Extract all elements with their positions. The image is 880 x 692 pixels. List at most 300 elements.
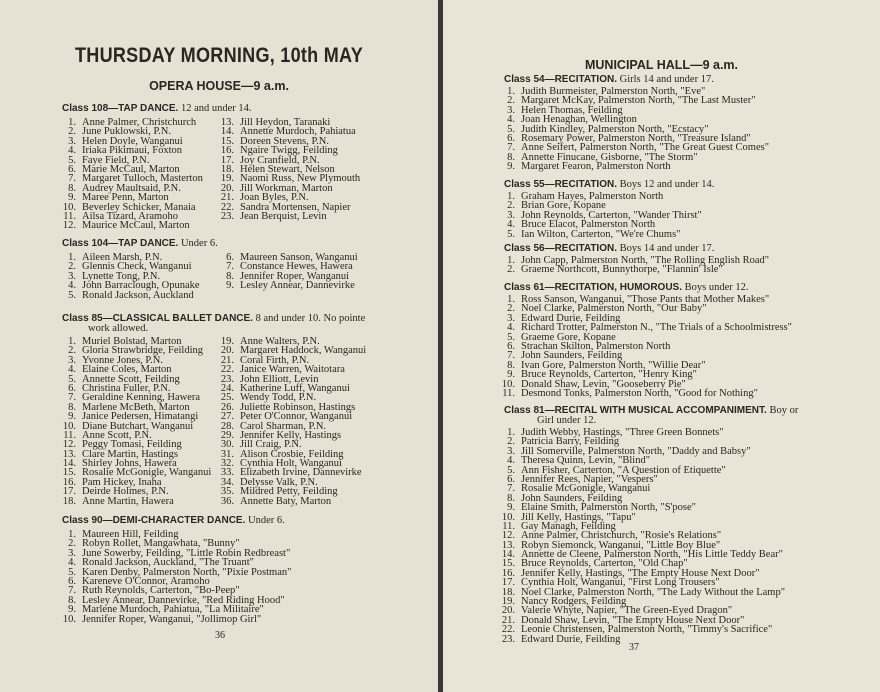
- entry-text: John Reynolds, Carterton, "Wander Thirst": [521, 209, 702, 221]
- page-number: 36: [215, 630, 225, 641]
- entry-text: Gloria Strawbridge, Feilding: [82, 345, 204, 357]
- entry-text: Maurice McCaul, Marton: [82, 220, 190, 232]
- entry-number: 16.: [62, 476, 76, 488]
- entry-text: Jill Craig, P.N.: [240, 439, 302, 451]
- entry-text: Bruce Reynolds, Carterton, "Henry King": [521, 369, 697, 381]
- entry-text: Margaret Haddock, Wanganui: [240, 345, 367, 357]
- entry-text: Helen Doyle, Wanganui: [82, 135, 183, 147]
- entry-number: 7.: [68, 173, 76, 185]
- entry-number: 8.: [68, 594, 76, 606]
- entry-list: [501, 428, 785, 644]
- entry-text: Aileen Marsh, P.N.: [82, 252, 163, 263]
- entry-text: Deirde Holmes, P.N.: [82, 486, 169, 498]
- entry-text: Marlene McBeth, Marton: [82, 401, 190, 413]
- class-desc: Boy or: [769, 405, 799, 416]
- entry-text: Jennifer Roper, Wanganui, "Jollimop Girl": [82, 613, 262, 625]
- entry-number: 21.: [220, 192, 234, 204]
- entry-text: Delysse Valk, P.N.: [240, 476, 318, 488]
- entry-number: 14.: [220, 126, 234, 138]
- entry-number: 20.: [220, 345, 234, 357]
- entry-number: 18.: [62, 495, 76, 507]
- entry-number: 8.: [507, 151, 515, 163]
- entry-text: Ivan Gore, Palmerston North, "Willie Dear": [521, 359, 706, 371]
- entry-text: Margaret McKay, Palmerston North, "The Last Muster": [521, 95, 756, 107]
- entry-text: Juliette Robinson, Hastings: [240, 401, 356, 413]
- entry-text: Bruce Reynolds, Carterton, "Old Chap": [521, 558, 688, 570]
- entry-text: Joan Henaghan, Wellington: [521, 114, 637, 126]
- entry-list: [62, 118, 203, 231]
- class-desc: Boys 14 and under 17.: [619, 243, 715, 254]
- entry-text: Audrey Maultsaid, P.N.: [82, 182, 181, 194]
- entry-number: 7.: [507, 142, 515, 154]
- entry-text: Ruth Reynolds, Carterton, "Bo-Peep": [82, 585, 240, 597]
- entry-text: Bruce Elacot, Palmerston North: [521, 219, 656, 231]
- entry-number: 4.: [68, 364, 76, 376]
- entry-number: 9.: [507, 502, 515, 514]
- entry-number: 12.: [501, 530, 515, 542]
- entry-list: [220, 118, 360, 221]
- entry-number: 2.: [68, 345, 76, 357]
- entry-number: 9.: [226, 280, 234, 292]
- entry-number: 3.: [68, 270, 76, 282]
- entry-text: Ngaire Twigg, Feilding: [240, 145, 338, 157]
- entry-text: Jennifer Roper, Wanganui: [240, 270, 350, 282]
- entry-number: 3.: [68, 354, 76, 366]
- entry-number: 26.: [220, 401, 234, 413]
- entry-number: 1.: [507, 255, 515, 266]
- entry-number: 5.: [507, 464, 515, 476]
- class-desc: 8 and under 10.: [255, 313, 321, 324]
- entry-number: 20.: [220, 182, 234, 194]
- entry-item: [501, 635, 785, 644]
- entry-number: 22.: [220, 201, 234, 213]
- entry-text: June Puklowski, P.N.: [82, 126, 171, 138]
- entry-number: 2.: [68, 261, 76, 273]
- class-label: Class 61—RECITATION, HUMOROUS.: [504, 282, 682, 293]
- entry-text: Rosemary Power, Palmerston North, "Treasure Island": [521, 132, 751, 144]
- entry-text: Anne Palmer, Christchurch, "Rosie's Relations": [521, 530, 722, 542]
- entry-text: Maureen Hill, Feilding: [82, 529, 179, 540]
- entry-number: 10.: [501, 511, 515, 523]
- class-heading: [504, 243, 714, 254]
- entry-number: 4.: [507, 219, 515, 231]
- entry-text: Constance Hewes, Hawera: [240, 261, 353, 273]
- entry-text: Annette de Cleene, Palmerston North, "His Little Teddy Bear": [521, 549, 783, 561]
- entry-text: Pam Hickey, Inaha: [82, 476, 162, 488]
- entry-number: 19.: [501, 596, 515, 608]
- entry-text: Ian Wilton, Carterton, "We're Chums": [521, 228, 681, 240]
- entry-number: 21.: [501, 614, 515, 626]
- entry-number: 5.: [68, 289, 76, 301]
- entry-number: 2.: [507, 264, 515, 276]
- entry-number: 1.: [507, 86, 515, 97]
- entry-number: 16.: [220, 145, 234, 157]
- entry-number: 7.: [226, 261, 234, 273]
- entry-item: [220, 281, 358, 290]
- entry-number: 27.: [220, 411, 234, 423]
- entry-item: [501, 265, 769, 274]
- entry-number: 1.: [507, 294, 515, 305]
- entry-text: Geraldine Kenning, Hawera: [82, 392, 201, 404]
- entry-item: [220, 212, 360, 221]
- entry-text: Lesley Annear, Dannevirke: [240, 280, 355, 292]
- entry-number: 10.: [62, 201, 76, 213]
- entry-text: Anne Palmer, Christchurch: [82, 117, 197, 128]
- entry-text: Margaret Tulloch, Masterton: [82, 173, 203, 185]
- entry-number: 5.: [507, 228, 515, 240]
- entry-text: Jean Berquist, Levin: [240, 210, 327, 222]
- entry-number: 9.: [507, 369, 515, 381]
- entry-number: 7.: [68, 585, 76, 597]
- entry-text: Jill Kelly, Hastings, "Tapu": [521, 511, 636, 523]
- entry-list: [220, 337, 366, 506]
- entry-list: [62, 530, 291, 624]
- entry-text: Coral Firth, P.N.: [240, 354, 310, 366]
- entry-number: 18.: [501, 586, 515, 598]
- entry-number: 33.: [220, 467, 234, 479]
- class-heading: [504, 74, 714, 85]
- entry-text: Strachan Skilton, Palmerston North: [521, 340, 671, 352]
- entry-number: 5.: [68, 373, 76, 385]
- entry-number: 17.: [220, 154, 234, 166]
- entry-number: 19.: [220, 173, 234, 185]
- entry-list: [220, 253, 358, 291]
- entry-number: 6.: [507, 340, 515, 352]
- venue-heading: MUNICIPAL HALL—9 a.m.: [584, 58, 739, 72]
- right-page: [443, 0, 880, 692]
- entry-number: 8.: [507, 359, 515, 371]
- class-desc: Boys 12 and under 14.: [619, 179, 715, 190]
- entry-text: Beverley Schicker, Manaia: [82, 201, 196, 213]
- entry-text: Lynette Tong, P.N.: [82, 270, 161, 282]
- entry-number: 11.: [63, 429, 76, 441]
- entry-text: Elaine Coles, Marton: [82, 364, 172, 376]
- entry-text: John Elliott, Levin: [240, 373, 319, 385]
- entry-number: 2.: [507, 436, 515, 448]
- entry-number: 1.: [68, 117, 76, 128]
- page-title: THURSDAY MORNING, 10th MAY: [74, 44, 364, 67]
- entry-number: 3.: [68, 135, 76, 147]
- entry-text: Jennifer Kelly, Hastings, "The Empty House Next Door": [521, 567, 760, 579]
- entry-text: Marie McCaul, Marton: [82, 163, 180, 175]
- class-desc: Under 6.: [180, 238, 218, 249]
- entry-text: Alison Crosbie, Feilding: [240, 448, 344, 460]
- class-label: Class 81—RECITAL WITH MUSICAL ACCOMPANIMENT.: [504, 405, 767, 416]
- entry-text: Katherine Luff, Wanganui: [240, 382, 350, 394]
- entry-text: Glennis Check, Wanganui: [82, 261, 192, 273]
- entry-number: 5.: [68, 566, 76, 578]
- entry-text: Judith Kindley, Palmerston North, "Ecstacy": [521, 123, 709, 135]
- class-desc: Under 6.: [247, 515, 285, 526]
- entry-text: Noel Clarke, Palmerston North, "The Lady Without the Lamp": [521, 586, 785, 598]
- entry-number: 16.: [501, 567, 515, 579]
- entry-list: [62, 337, 211, 506]
- entry-list: [501, 256, 769, 275]
- entry-text: Margaret Fearon, Palmerston North: [521, 161, 671, 173]
- entry-number: 32.: [220, 458, 234, 470]
- entry-number: 5.: [507, 331, 515, 343]
- class-label: Class 54—RECITATION.: [504, 74, 617, 85]
- entry-number: 6.: [226, 252, 234, 263]
- entry-number: 21.: [220, 354, 234, 366]
- entry-number: 6.: [68, 575, 76, 587]
- entry-number: 34.: [220, 476, 234, 488]
- entry-text: Judith Burmeister, Palmerston North, "Eve": [521, 86, 706, 97]
- entry-text: Donald Shaw, Levin, "The Empty House Next Door": [521, 614, 745, 626]
- entry-text: Ronald Jackson, Auckland, "The Truant": [82, 557, 254, 569]
- entry-list: [501, 192, 702, 239]
- entry-number: 6.: [68, 163, 76, 175]
- entry-number: 6.: [68, 382, 76, 394]
- entry-text: Muriel Bolstad, Marton: [82, 336, 182, 347]
- entry-number: 22.: [220, 364, 234, 376]
- entry-text: Janice Pedersen, Himatangi: [82, 411, 199, 423]
- class-label: Class 104—TAP DANCE.: [62, 238, 179, 249]
- entry-number: 3.: [68, 547, 76, 559]
- entry-number: 8.: [507, 492, 515, 504]
- entry-number: 24.: [220, 382, 234, 394]
- entry-number: 35.: [220, 486, 234, 498]
- entry-number: 6.: [507, 132, 515, 144]
- entry-number: 5.: [507, 123, 515, 135]
- class-desc: 12 and under 14.: [180, 103, 252, 114]
- entry-text: Cynthia Holt, Wanganui: [240, 458, 342, 470]
- entry-text: John Barraclough, Opunake: [82, 280, 200, 292]
- entry-text: Nancy Rodgers, Feilding: [521, 596, 627, 608]
- entry-list: [501, 295, 792, 398]
- entry-text: Elaine Smith, Palmerston North, "S'pose": [521, 502, 696, 514]
- entry-text: Theresa Quinn, Levin, "Blind": [521, 455, 651, 467]
- entry-text: Jill Heydon, Taranaki: [240, 117, 331, 128]
- entry-item: [501, 162, 769, 171]
- entry-number: 12.: [62, 220, 76, 232]
- entry-text: Jennifer Rees, Napier, "Vespers": [521, 473, 658, 485]
- entry-text: Ailsa Tizard, Aramoho: [82, 210, 178, 222]
- entry-number: 4.: [507, 455, 515, 467]
- entry-text: Edward Durie, Feilding: [521, 633, 621, 645]
- entry-number: 31.: [220, 448, 234, 460]
- entry-text: Christina Fuller, P.N.: [82, 382, 171, 394]
- class-heading: [504, 282, 749, 293]
- venue-heading: OPERA HOUSE—9 a.m.: [149, 79, 289, 93]
- entry-text: Judith Webby, Hastings, "Three Green Bonnets": [521, 427, 724, 438]
- entry-text: Annette Baty, Marton: [240, 495, 332, 507]
- class-heading: [62, 238, 218, 249]
- entry-number: 36.: [220, 495, 234, 507]
- class-label: Class 56—RECITATION.: [504, 243, 617, 254]
- entry-number: 3.: [507, 445, 515, 457]
- entry-number: 9.: [68, 411, 76, 423]
- entry-number: 25.: [220, 392, 234, 404]
- entry-number: 8.: [226, 270, 234, 282]
- entry-text: Robyn Rollet, Mangawhata, "Bunny": [82, 538, 240, 550]
- left-page: [0, 0, 438, 692]
- entry-text: Helen Thomas, Feilding: [521, 104, 623, 116]
- entry-number: 10.: [62, 613, 76, 625]
- entry-number: 23.: [501, 633, 515, 645]
- entry-number: 3.: [507, 104, 515, 116]
- entry-number: 12.: [62, 439, 76, 451]
- entry-text: Rosalie McGonigle, Wanganui: [521, 483, 651, 495]
- entry-text: Kareneve O'Connor, Aramoho: [82, 575, 210, 587]
- entry-number: 1.: [68, 336, 76, 347]
- entry-text: Elizabeth Irvine, Dannevirke: [240, 467, 362, 479]
- entry-number: 5.: [68, 154, 76, 166]
- entry-text: Annette Murdoch, Pahiatua: [240, 126, 356, 138]
- entry-text: Patricia Barry, Feilding: [521, 436, 620, 448]
- entry-number: 17.: [501, 577, 515, 589]
- entry-number: 2.: [507, 95, 515, 107]
- entry-number: 10.: [62, 420, 76, 432]
- entry-number: 6.: [507, 473, 515, 485]
- entry-text: Clare Martin, Hastings: [82, 448, 178, 460]
- entry-text: Rosalie McGonigle, Wanganui: [82, 467, 212, 479]
- entry-text: Karen Denby, Palmerston North, "Pixie Postman": [82, 566, 292, 578]
- entry-item: [62, 221, 203, 230]
- class-desc: Girls 14 and under 17.: [619, 74, 714, 85]
- entry-number: 7.: [507, 483, 515, 495]
- entry-number: 2.: [68, 126, 76, 138]
- entry-text: Desmond Tonks, Palmerston North, "Good for Nothing": [521, 387, 758, 399]
- entry-number: 13.: [501, 539, 515, 551]
- entry-text: Carol Sharman, P.N.: [240, 420, 327, 432]
- entry-number: 14.: [62, 458, 76, 470]
- entry-number: 11.: [63, 210, 76, 222]
- entry-text: Leonie Christensen, Palmerston North, "Timmy's Sacrifice": [521, 624, 773, 636]
- entry-text: Maree Penn, Marton: [82, 192, 169, 204]
- entry-number: 2.: [507, 200, 515, 212]
- entry-text: Joan Byles, P.N.: [240, 192, 309, 204]
- entry-text: Robyn Siemonck, Wanganui, "Little Boy Blue": [521, 539, 721, 551]
- class-label: Class 85—CLASSICAL BALLET DANCE.: [62, 313, 253, 324]
- entry-text: Anne Seifert, Palmerston North, "The Great Guest Comes": [521, 142, 769, 154]
- entry-number: 13.: [62, 448, 76, 460]
- entry-number: 22.: [501, 624, 515, 636]
- entry-text: Annette Scott, Feilding: [82, 373, 180, 385]
- class-note: No pointe: [323, 313, 366, 324]
- entry-text: Donald Shaw, Levin, "Gooseberry Pie": [521, 378, 686, 390]
- entry-number: 15.: [62, 467, 76, 479]
- entry-text: Gay Managh, Feilding: [521, 520, 616, 532]
- entry-number: 11.: [502, 387, 515, 399]
- entry-text: John Saunders, Feilding: [521, 350, 623, 362]
- entry-number: 19.: [220, 336, 234, 347]
- entry-item: [501, 230, 702, 239]
- entry-text: Joy Cranfield, P.N.: [240, 154, 320, 166]
- entry-item: [62, 497, 211, 506]
- entry-text: Anne Scott, P.N.: [82, 429, 152, 441]
- entry-text: Helen Stewart, Nelson: [240, 163, 335, 175]
- entry-number: 14.: [501, 549, 515, 561]
- entry-number: 7.: [68, 392, 76, 404]
- entry-text: Mildred Petty, Feilding: [240, 486, 338, 498]
- entry-text: Richard Trotter, Palmerston N., "The Trials of a Schoolmistress": [521, 322, 792, 334]
- entry-number: 3.: [507, 312, 515, 324]
- entry-text: Graham Hayes, Palmerston North: [521, 191, 664, 202]
- entry-number: 4.: [507, 322, 515, 334]
- class-desc-continued: Girl under 12.: [537, 415, 597, 426]
- entry-number: 23.: [220, 210, 234, 222]
- entry-text: Ann Fisher, Carterton, "A Question of Etiquette": [521, 464, 726, 476]
- entry-number: 4.: [68, 145, 76, 157]
- entry-text: Anne Martin, Hawera: [82, 495, 174, 507]
- entry-list: [62, 253, 200, 300]
- entry-number: 18.: [220, 163, 234, 175]
- entry-item: [62, 291, 200, 300]
- entry-number: 2.: [68, 538, 76, 550]
- entry-number: 3.: [507, 209, 515, 221]
- entry-text: Shirley Johns, Hawera: [82, 458, 177, 470]
- entry-item: [62, 615, 291, 624]
- entry-text: Diane Butchart, Wanganui: [82, 420, 194, 432]
- entry-text: Edward Durie, Feilding: [521, 312, 621, 324]
- class-heading: [62, 515, 285, 526]
- entry-text: Marlene Murdoch, Pahiatua, "La Militaire": [82, 604, 264, 616]
- entry-text: Iriaka Pikimaui, Foxton: [82, 145, 183, 157]
- entry-item: [220, 497, 366, 506]
- entry-text: Sandra Mortensen, Napier: [240, 201, 351, 213]
- entry-text: Brian Gore, Kopane: [521, 200, 606, 212]
- entry-text: Annette Finucane, Gisborne, "The Storm": [521, 151, 698, 163]
- entry-text: Doreen Stevens, P.N.: [240, 135, 329, 147]
- entry-number: 7.: [507, 350, 515, 362]
- entry-text: Ross Sanson, Wanganui, "Those Pants that Mother Makes": [521, 294, 770, 305]
- entry-number: 1.: [68, 529, 76, 540]
- entry-text: Peter O'Connor, Wanganui: [240, 411, 353, 423]
- entry-number: 1.: [507, 191, 515, 202]
- entry-number: 4.: [68, 280, 76, 292]
- entry-text: Peggy Tomasi, Feilding: [82, 439, 182, 451]
- entry-number: 17.: [62, 486, 76, 498]
- entry-text: John Saunders, Feilding: [521, 492, 623, 504]
- entry-item: [501, 389, 792, 398]
- entry-number: 11.: [502, 520, 515, 532]
- entry-text: June Sowerby, Feilding, "Little Robin Redbreast": [82, 547, 291, 559]
- entry-number: 8.: [68, 401, 76, 413]
- entry-number: 30.: [220, 439, 234, 451]
- entry-text: Jennifer Kelly, Hastings: [240, 429, 342, 441]
- entry-number: 1.: [68, 252, 76, 263]
- entry-text: Janice Warren, Waitotara: [240, 364, 345, 376]
- entry-number: 1.: [507, 427, 515, 438]
- entry-number: 9.: [68, 604, 76, 616]
- entry-list: [501, 87, 769, 172]
- entry-number: 8.: [68, 182, 76, 194]
- class-note-continued: work allowed.: [88, 323, 149, 334]
- entry-number: 13.: [220, 117, 234, 128]
- entry-text: Faye Field, P.N.: [82, 154, 150, 166]
- entry-text: Maureen Sanson, Wanganui: [240, 252, 358, 263]
- entry-text: Anne Walters, P.N.: [240, 336, 320, 347]
- entry-number: 9.: [68, 192, 76, 204]
- entry-number: 10.: [501, 378, 515, 390]
- class-label: Class 108—TAP DANCE.: [62, 103, 179, 114]
- entry-number: 29.: [220, 429, 234, 441]
- entry-text: Graeme Gore, Kopane: [521, 331, 616, 343]
- entry-text: Graeme Northcott, Bunnythorpe, "Flannin' Isle": [521, 264, 723, 276]
- class-label: Class 90—DEMI-CHARACTER DANCE.: [62, 515, 246, 526]
- entry-text: Wendy Todd, P.N.: [240, 392, 317, 404]
- entry-number: 15.: [220, 135, 234, 147]
- entry-text: Yvonne Jones, P.N.: [82, 354, 163, 366]
- entry-text: Jill Somerville, Palmerston North, "Daddy and Babsy": [521, 445, 751, 457]
- entry-number: 23.: [220, 373, 234, 385]
- entry-text: John Capp, Palmerston North, "The Rolling English Road": [521, 255, 770, 266]
- entry-text: Lesley Annear, Dannevirke, "Red Riding Hood": [82, 594, 285, 606]
- entry-number: 28.: [220, 420, 234, 432]
- entry-number: 4.: [507, 114, 515, 126]
- entry-text: Ronald Jackson, Auckland: [82, 289, 194, 301]
